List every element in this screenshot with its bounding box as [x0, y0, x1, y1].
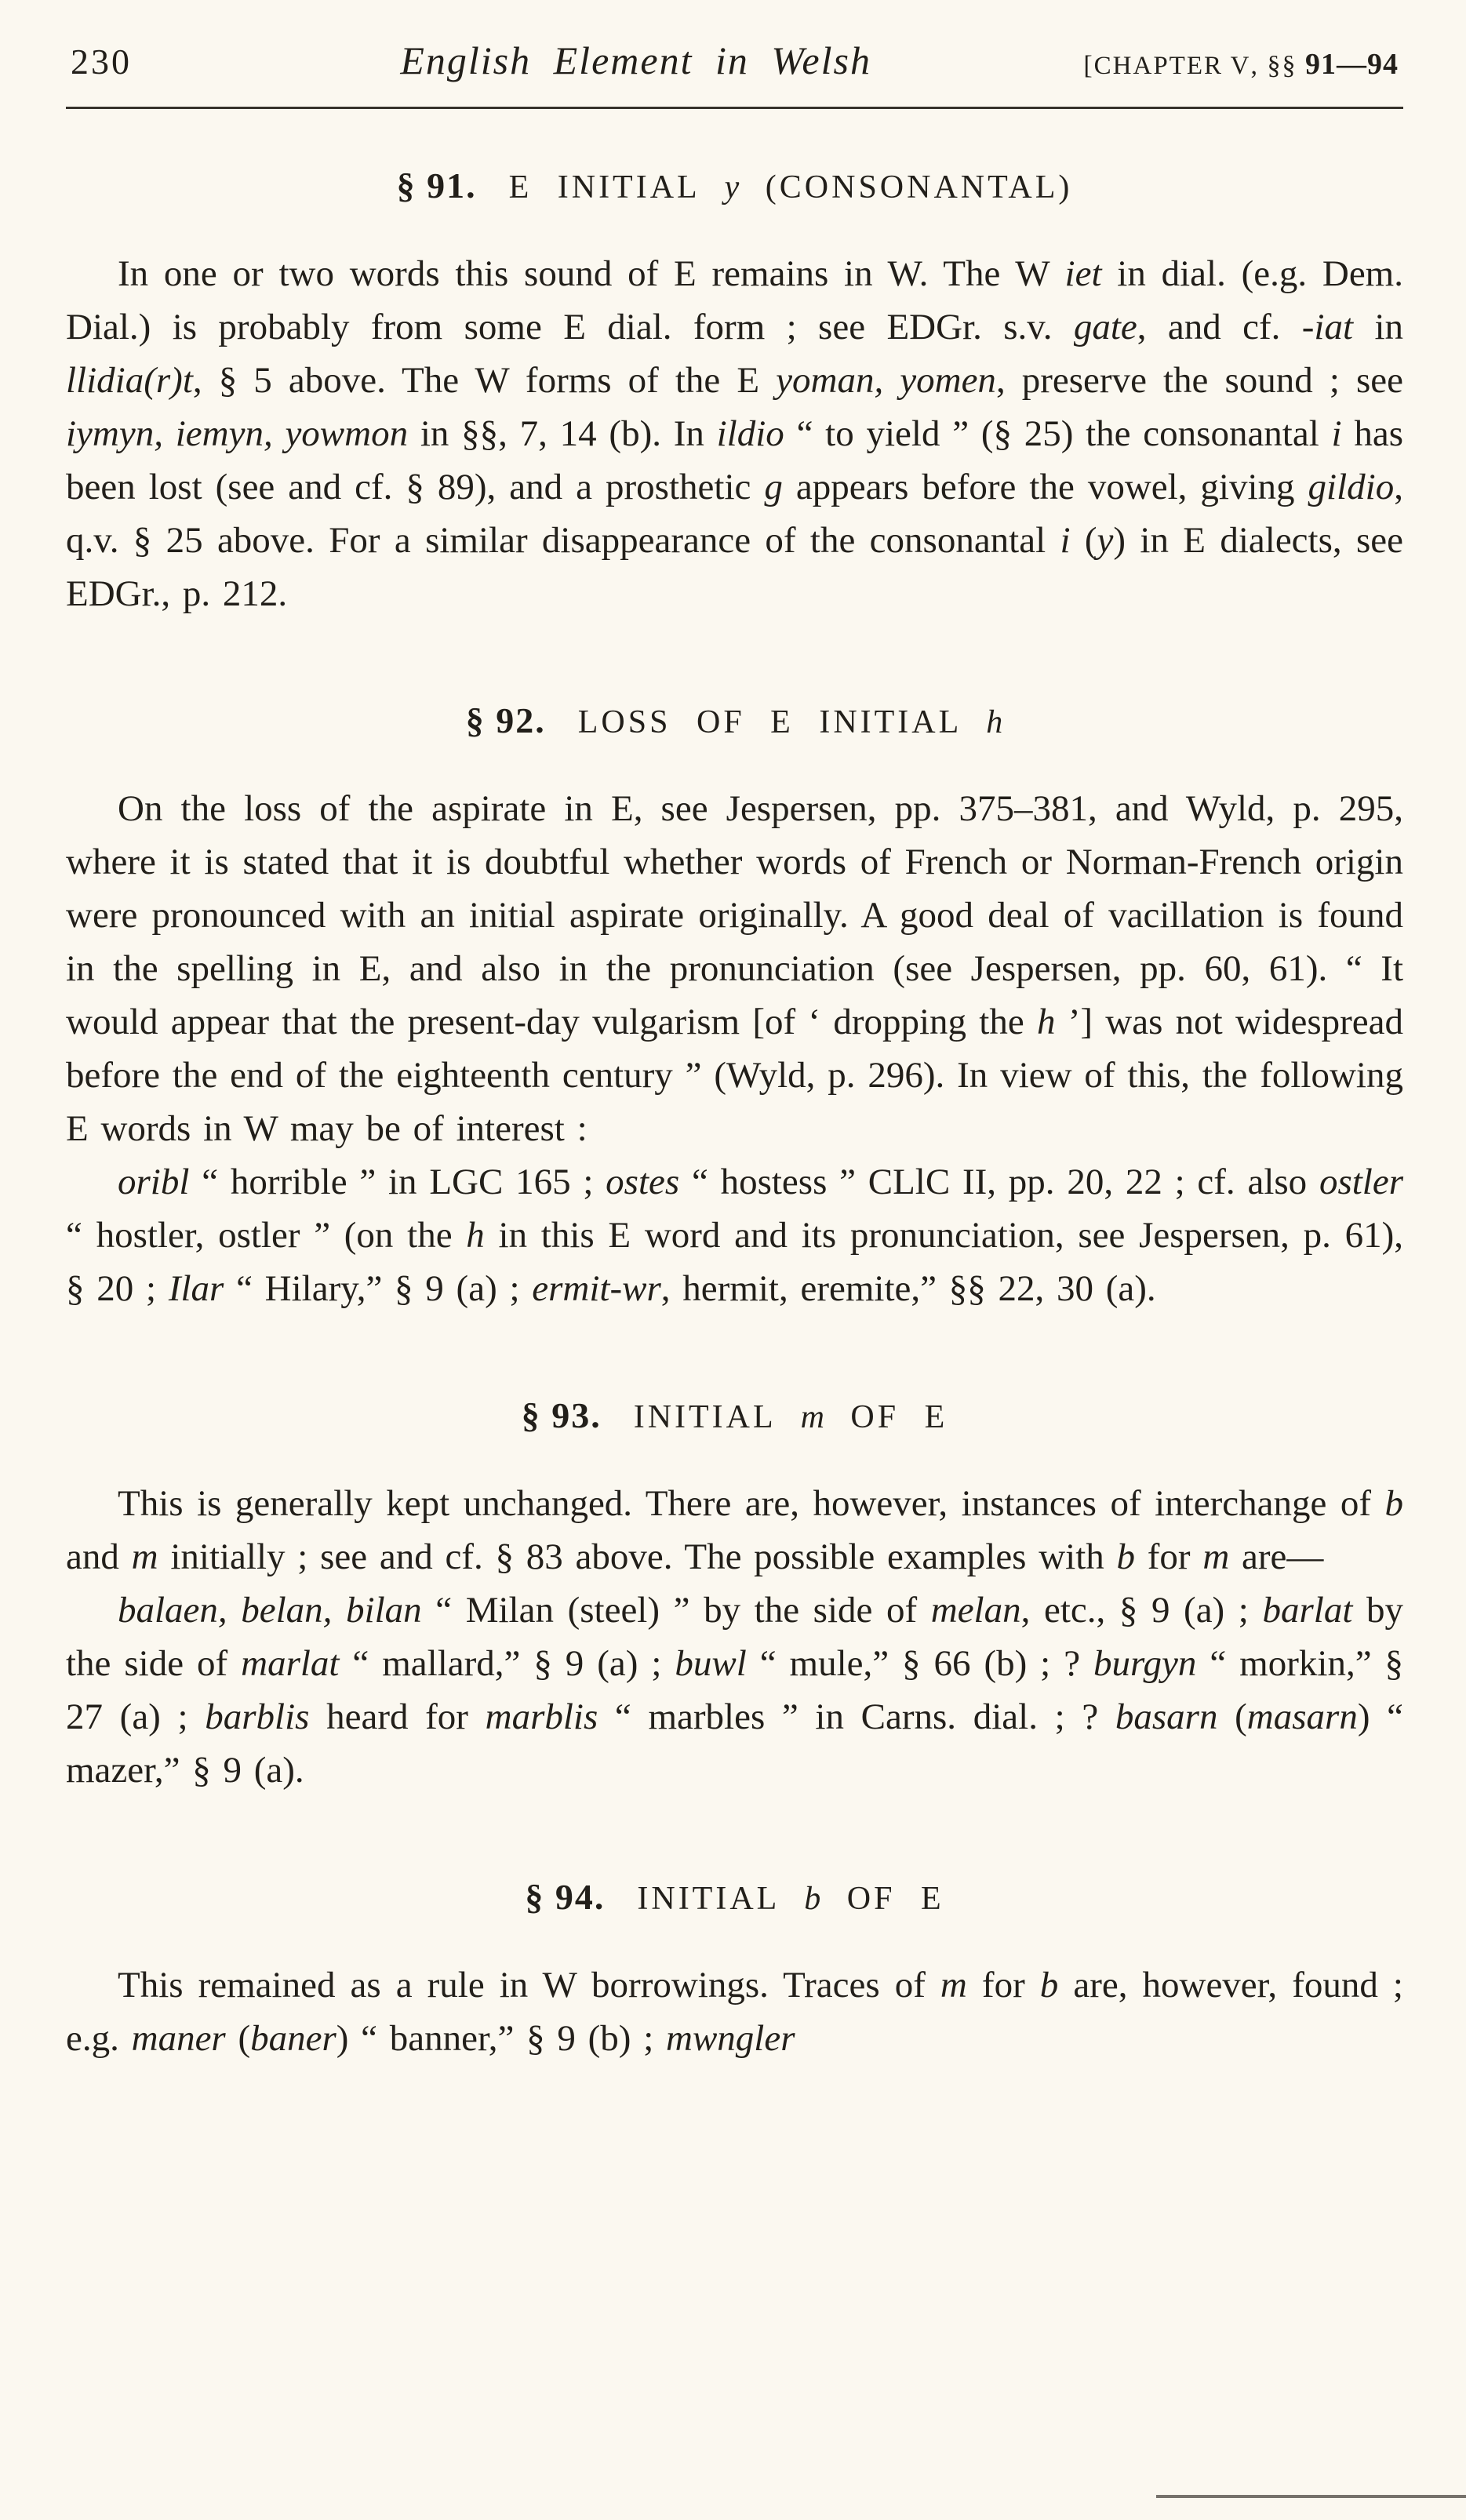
- running-header: [66, 38, 1403, 83]
- page-number: 230: [71, 42, 132, 82]
- section-92-paragraph-1: On the loss of the aspirate in E, see Jespersen, pp. 375–381, and Wyld, p. 295, where it is stated that it is doubtful whether words of French or Norman-French origin were pronounced with an initial aspirate originally. A good deal of vacillation is found in the spelling in E, and also in the pronunciation (see Jespersen, pp. 60, 61). “ It would appear that the present-day vulgarism [of ‘ dropping the h ’] was not widespread before the end of the eighteenth century ” (Wyld, p. 296). In view of this, the following E words in W may be of interest :: [66, 788, 1403, 1149]
- section-91-title: E INITIAL y (CONSONANTAL): [508, 169, 1073, 205]
- section-92-paragraph-2: oribl “ horrible ” in LGC 165 ; ostes “ hostess ” CLlC II, pp. 20, 22 ; cf. also ostler “ hostler, ostler ” (on the h in this E word and its pronunciation, see Jespersen, p. 61), § 20 ; Ilar “ Hilary,” § 9 (a) ; ermit-wr, hermit, eremite,” §§ 22, 30 (a).: [66, 1162, 1404, 1309]
- header-rule: [66, 107, 1403, 109]
- running-title: English Element in Welsh: [400, 38, 871, 82]
- section-92: [66, 699, 1403, 1315]
- section-93-title: INITIAL m OF E: [633, 1399, 948, 1435]
- section-93: [66, 1394, 1403, 1797]
- section-92-mark: § 92.: [465, 700, 546, 740]
- section-94-paragraph-1: This remained as a rule in W borrowings. Traces of m for b are, however, found ; e.g. maner (baner) “ banner,” § 9 (b) ; mwngler: [66, 1965, 1403, 2059]
- section-93-heading: [66, 1394, 1403, 1439]
- section-93-paragraph-1: This is generally kept unchanged. There are, however, instances of interchange of b and m initially ; see and cf. § 83 above. The possible examples with b for m are—: [66, 1483, 1403, 1577]
- section-94: [66, 1875, 1403, 2065]
- section-92-title: LOSS OF E INITIAL h: [577, 704, 1004, 740]
- section-93-mark: § 93.: [521, 1395, 602, 1435]
- section-94-title: INITIAL b OF E: [637, 1881, 944, 1917]
- section-94-heading: [66, 1875, 1403, 1921]
- section-93-paragraph-2: balaen, belan, bilan “ Milan (steel) ” by the side of melan, etc., § 9 (a) ; barlat by the side of marlat “ mallard,” § 9 (a) ; buwl “ mule,” § 66 (b) ; ? burgyn “ morkin,” § 27 (a) ; barblis heard for marblis “ marbles ” in Carns. dial. ; ? basarn (masarn) “ mazer,” § 9 (a).: [66, 1590, 1404, 1791]
- scan-artifact-line: [1156, 2495, 1466, 2498]
- section-94-mark: § 94.: [525, 1877, 606, 1917]
- section-91-heading: [66, 164, 1403, 209]
- section-91-mark: § 91.: [396, 165, 477, 205]
- section-91-paragraph-1: In one or two words this sound of E remains in W. The W iet in dial. (e.g. Dem. Dial.) is probably from some E dial. form ; see EDGr. s.v. gate, and cf. -iat in llidia(r)t, § 5 above. The W forms of the E yoman, yomen, preserve the sound ; see iymyn, iemyn, yowmon in §§, 7, 14 (b). In ildio “ to yield ” (§ 25) the consonantal i has been lost (see and cf. § 89), and a prosthetic g appears before the vowel, giving gildio, q.v. § 25 above. For a similar disappearance of the consonantal i (y) in E dialects, see EDGr., p. 212.: [66, 253, 1403, 614]
- chapter-reference: [CHAPTER V, §§ 91—94: [1083, 48, 1399, 81]
- section-91: [66, 164, 1403, 620]
- section-92-heading: [66, 699, 1403, 744]
